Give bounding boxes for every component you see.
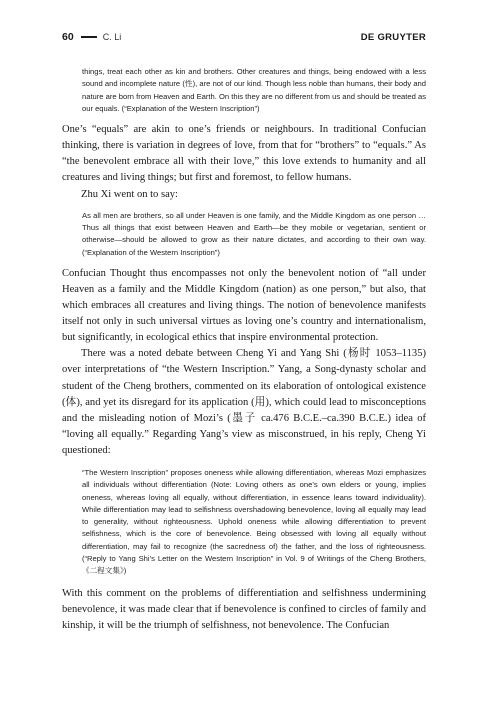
paragraph-4: There was a noted debate between Cheng Yi and Yang Shi (杨时 1053–1135) over interpretations of “the Western Inscription.” Yang, a Song-dynasty scholar and student of the Cheng brothers, commented on its elaboration of ontological existence (体), and yet its disregard for its application (用), which could lead to misconceptions and the misleading notion of Mozi’s (墨子 ca.476 B.C.E.–ca.390 B.C.E.) idea of “loving all equally.” Regarding Yang’s view as misconstrued, in his reply, Cheng Yi questioned:: [62, 348, 426, 456]
page-header: [62, 30, 426, 44]
page: [62, 30, 426, 634]
block-quote-2: As all men are brothers, so all under Heaven is one family, and the Middle Kingdom as one person … Thus all things that exist between Heaven and Earth—be they mobile or vegetarian, sentient or otherwise—should be allowed to grow as their nature dictates, and according to their own way. (“Explanation of the Western Inscription”): [82, 210, 426, 257]
paragraph-5: With this comment on the problems of differentiation and selfishness undermining benevolence, it was made clear that if benevolence is confined to circles of family and kinship, it will be the triumph of selfishness, not benevolence. The Confucian: [62, 587, 427, 631]
paragraph-2: Zhu Xi went on to say:: [81, 188, 178, 200]
paragraph-1: One’s “equals” are akin to one’s friends or neighbours. In traditional Confucian thinking, there is variation in degrees of love, from that for “brothers” to “equals.” As “the benevolent embrace all with their love,” this love extends to humanity and all creatures and living things; but first and foremost, to fellow humans.: [62, 124, 426, 184]
running-head-author: C. Li: [102, 32, 122, 42]
paragraph-3: Confucian Thought thus encompasses not only the benevolent notion of “all under Heaven as a family and the Middle Kingdom (nation) as one person,” but also, that which embraces all creatures and living things. The notion of benevolence manifests itself not only in such universal virtues as loving one’s country and internationalism, but significantly, in ecological ethics that inspire environmental protection.: [62, 267, 426, 344]
publisher-name: DE GRUYTER: [360, 31, 426, 43]
body-text: [62, 66, 426, 634]
block-quote-1: things, treat each other as kin and brothers. Other creatures and things, being endowed with a less sound and incomplete nature (性), are not of our kind. Though less noble than humans, their body and nature are born from Heaven and Earth. On this they are no different from us and should be treated as our equals. (“Explanation of the Western Inscription”): [82, 67, 426, 113]
header-rule: [81, 36, 97, 37]
header-left: [62, 31, 121, 43]
page-number: 60: [62, 31, 74, 43]
block-quote-3: “The Western Inscription” proposes oneness while allowing differentiation, whereas Mozi emphasizes all individuals without differentiation (Note: Loving others as one’s own elders or young, implies oneness, whereas loving all equally, without differentiation, in essence leans toward individuality). While differentiation may lead to selfishness overshadowing benevolence, loving all equally may lead to generality, without righteousness. Uphold oneness while allowing differentiation to prevent selfishness, which is the core of benevolence. Being obsessed with loving all equally without differentiation, may fail to recognize (the sacredness of) the father, and the loss of righteousness. (“Reply to Yang Shi’s Letter on the Western Inscription” in Vol. 9 of Writings of the Cheng Brothers, 《二程文集》): [82, 467, 426, 576]
